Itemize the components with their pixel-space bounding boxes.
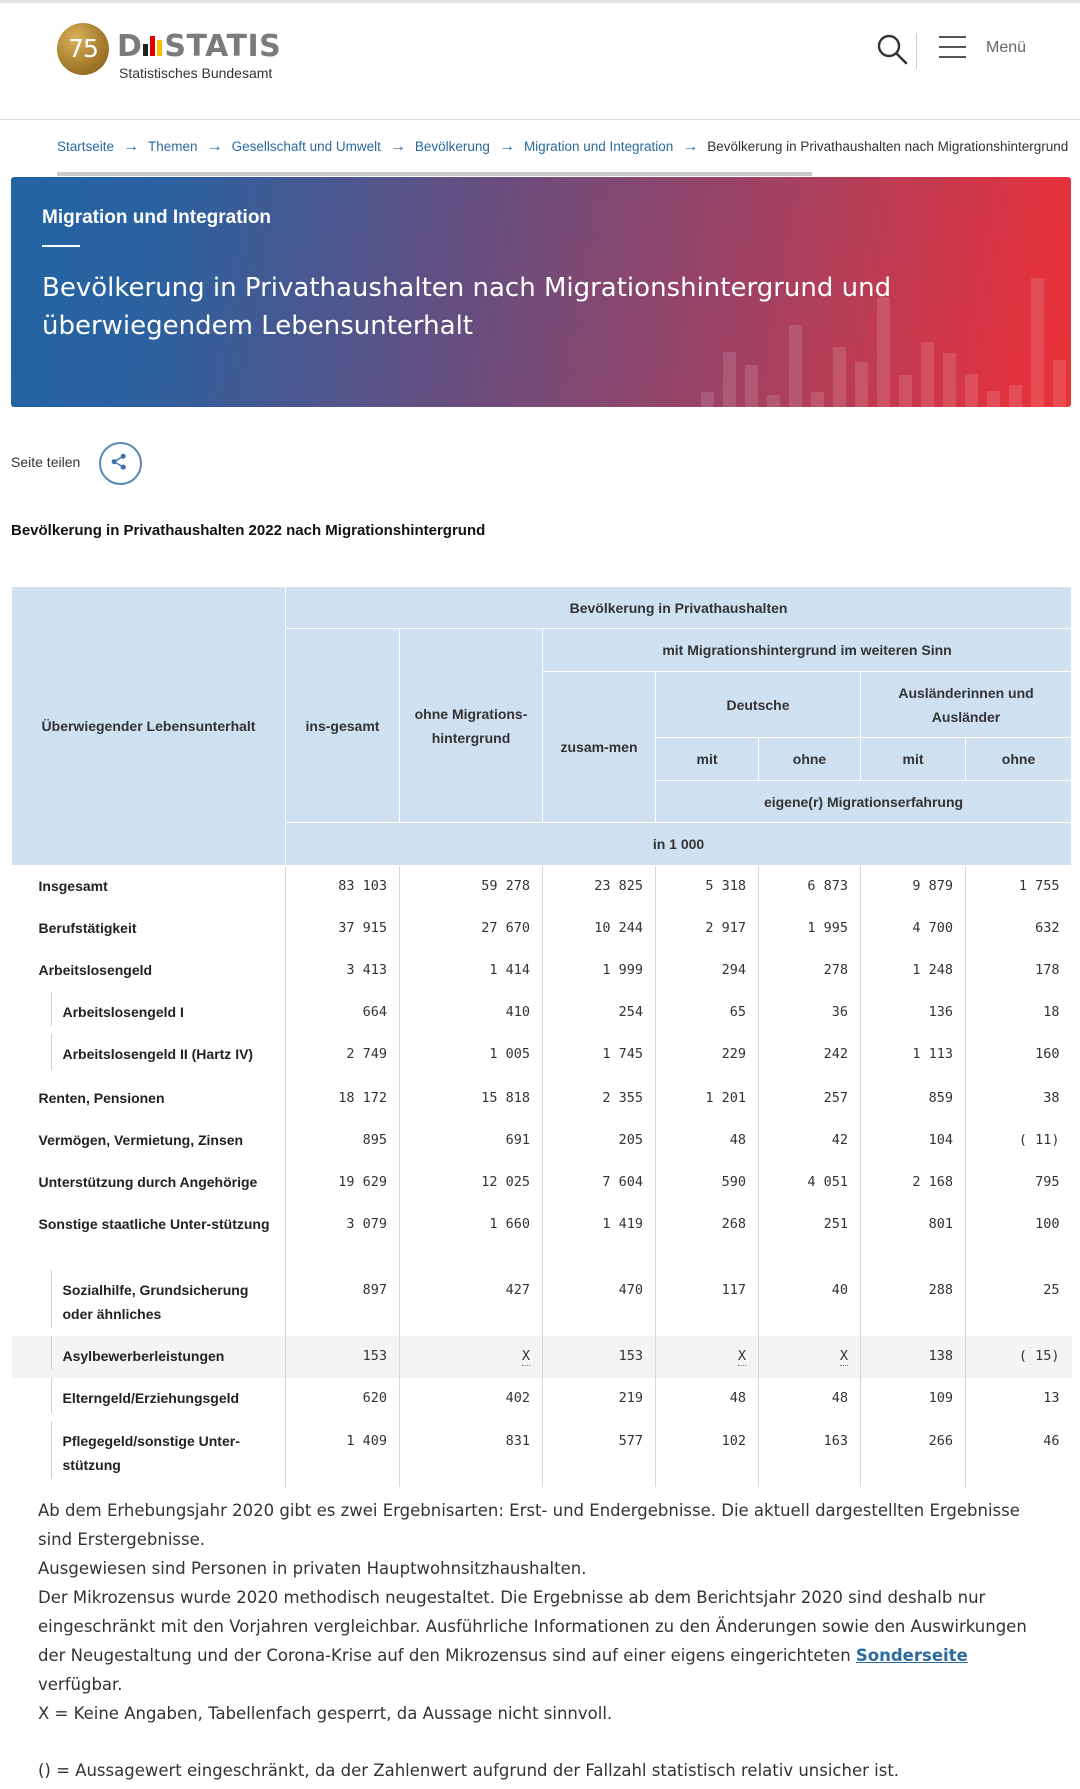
table-cell: 278 <box>759 950 861 992</box>
table-cell: 577 <box>543 1421 656 1487</box>
table-cell: 48 <box>656 1120 759 1162</box>
table-cell: 25 <box>1043 1281 1060 1298</box>
table-cell: 3 413 <box>286 950 400 992</box>
arrow-right-icon: → <box>123 138 140 155</box>
table-cell: 40 <box>759 1270 861 1336</box>
table-cell: 109 <box>861 1378 966 1421</box>
header-migrationserfahrung: eigene(r) Migrationserfahrung <box>656 781 1072 823</box>
table-cell: 4 700 <box>861 908 966 950</box>
table-cell: 12 025 <box>400 1162 543 1204</box>
footnote-ergebnisarten: Ab dem Erhebungsjahr 2020 gibt es zwei Ergebnisarten: Erst- und Endergebnisse. Die aktuell dargestellten Ergebnisse sind Erstergebnisse. <box>38 1501 1020 1549</box>
table-cell: 42 <box>759 1120 861 1162</box>
share-label: Seite teilen <box>11 454 81 470</box>
table-cell: 801 <box>861 1204 966 1270</box>
table-cell: 242 <box>759 1034 861 1078</box>
table-cell: 1 419 <box>543 1204 656 1270</box>
table-cell: 897 <box>286 1270 400 1336</box>
table-cell: 895 <box>286 1120 400 1162</box>
header-unit: in 1 000 <box>286 823 1072 866</box>
table-cell: 1 409 <box>286 1421 400 1487</box>
row-label: Renten, Pensionen <box>12 1078 286 1120</box>
table-cell: 48 <box>656 1378 759 1421</box>
table-cell: 104 <box>861 1120 966 1162</box>
arrow-right-icon: → <box>682 138 699 155</box>
row-label: Arbeitslosengeld II (Hartz IV) <box>12 1034 286 1078</box>
table-cell: 23 825 <box>543 866 656 908</box>
table-cell: 65 <box>656 992 759 1034</box>
logo-subtitle: Statistisches Bundesamt <box>119 65 273 81</box>
share-button[interactable] <box>99 442 142 485</box>
anniversary-badge: 75 <box>57 23 109 75</box>
header-group: Bevölkerung in Privathaushalten <box>286 587 1072 629</box>
table-footnotes <box>38 1496 1048 1785</box>
table-cell: 664 <box>286 992 400 1034</box>
table-cell: 59 278 <box>400 866 543 908</box>
header-auslaender: Ausländerinnen und Ausländer <box>861 672 1072 738</box>
table-cell: 7 604 <box>543 1162 656 1204</box>
hero-kicker: Migration und Integration <box>42 207 272 228</box>
table-cell: 632 <box>1035 919 1060 936</box>
arrow-right-icon: → <box>206 138 223 155</box>
table-row <box>12 1034 1072 1078</box>
footnote-parentheses-legend: () = Aussagewert eingeschränkt, da der Zahlenwert aufgrund der Fallzahl statistisch relativ unsicher ist. <box>38 1761 900 1780</box>
arrow-right-icon: → <box>389 138 406 155</box>
table-cell: 402 <box>400 1378 543 1421</box>
row-label: Elterngeld/Erziehungsgeld <box>12 1378 286 1421</box>
data-table <box>11 586 1072 1487</box>
row-label: Sozialhilfe, Grundsicherung oder ähnliches <box>12 1270 286 1336</box>
breadcrumb-link-startseite[interactable]: Startseite <box>57 139 115 154</box>
table-cell: 470 <box>543 1270 656 1336</box>
breadcrumb-link-themen[interactable]: Themen <box>148 139 198 154</box>
hamburger-menu-icon[interactable] <box>939 36 966 58</box>
row-label: Arbeitslosengeld I <box>12 992 286 1034</box>
table-cell: 9 879 <box>861 866 966 908</box>
table-cell: 19 629 <box>286 1162 400 1204</box>
table-cell: 288 <box>861 1270 966 1336</box>
table-cell: 83 103 <box>286 866 400 908</box>
table-cell: 13 <box>1043 1389 1060 1406</box>
table-cell: 1 248 <box>861 950 966 992</box>
table-row <box>12 908 1072 950</box>
table-cell: 205 <box>543 1120 656 1162</box>
data-table-container <box>11 586 1071 1487</box>
table-cell: 136 <box>861 992 966 1034</box>
breadcrumb-link-bevoelkerung[interactable]: Bevölkerung <box>414 139 490 154</box>
row-label: Berufstätigkeit <box>12 908 286 950</box>
header-mit-migration: mit Migrationshintergrund im weiteren Sinn <box>543 629 1072 672</box>
arrow-right-icon: → <box>498 138 515 155</box>
table-cell: X <box>400 1336 543 1378</box>
row-label: Vermögen, Vermietung, Zinsen <box>12 1120 286 1162</box>
breadcrumb-link-migration[interactable]: Migration und Integration <box>523 139 674 154</box>
table-cell: 427 <box>400 1270 543 1336</box>
table-cell: 1 745 <box>543 1034 656 1078</box>
table-cell: 15 818 <box>400 1078 543 1120</box>
table-cell: 2 168 <box>861 1162 966 1204</box>
table-cell: 27 670 <box>400 908 543 950</box>
breadcrumb-link-gesellschaft[interactable]: Gesellschaft und Umwelt <box>231 139 381 154</box>
table-row <box>12 1378 1072 1421</box>
table-cell: 229 <box>656 1034 759 1078</box>
table-cell: X <box>759 1336 861 1378</box>
table-cell: ( 15) <box>966 1336 1072 1378</box>
table-cell: 163 <box>759 1421 861 1487</box>
table-row <box>12 950 1072 992</box>
table-cell: 266 <box>861 1421 966 1487</box>
search-icon[interactable] <box>876 33 908 65</box>
table-cell: 38 <box>1043 1089 1060 1106</box>
hero-banner <box>11 177 1071 407</box>
table-cell: 160 <box>1035 1045 1060 1062</box>
row-label: Unterstützung durch Angehörige <box>12 1162 286 1204</box>
table-body <box>12 866 1072 1487</box>
row-label: Pflegegeld/sonstige Unter-stützung <box>12 1421 286 1487</box>
table-cell: 48 <box>759 1378 861 1421</box>
table-header <box>12 587 1072 866</box>
header-deutsche: Deutsche <box>656 672 861 738</box>
row-label: Insgesamt <box>12 866 286 908</box>
sonderseite-link[interactable]: Sonderseite <box>855 1646 968 1665</box>
table-cell: 2 917 <box>656 908 759 950</box>
share-icon <box>101 444 140 483</box>
table-cell: 18 <box>1043 1003 1060 1020</box>
breadcrumb-current: Bevölkerung in Privathaushalten nach Migrationshintergrund <box>707 139 1069 154</box>
table-cell: X <box>656 1336 759 1378</box>
table-cell: 257 <box>759 1078 861 1120</box>
table-cell: 36 <box>759 992 861 1034</box>
table-row <box>12 1204 1072 1270</box>
header-divider <box>916 33 917 69</box>
table-cell: 1 660 <box>400 1204 543 1270</box>
table-cell: 153 <box>286 1336 400 1378</box>
table-cell: 1 999 <box>543 950 656 992</box>
table-cell: 1 995 <box>759 908 861 950</box>
table-cell: 178 <box>1035 961 1060 978</box>
row-label: Asylbewerberleistungen <box>12 1336 286 1378</box>
table-title: Bevölkerung in Privathaushalten 2022 nach Migrationshintergrund <box>11 522 486 539</box>
table-cell: 1 113 <box>861 1034 966 1078</box>
table-row <box>12 992 1072 1034</box>
breadcrumb-scrollbar[interactable] <box>57 172 812 176</box>
table-cell: 219 <box>543 1378 656 1421</box>
table-cell: 2 749 <box>286 1034 400 1078</box>
header-auslaender-ohne: ohne <box>966 738 1072 781</box>
table-cell: 117 <box>656 1270 759 1336</box>
page-title: Bevölkerung in Privathaushalten nach Migrationshintergrund und überwiegendem Lebensunterhalt <box>42 273 892 341</box>
site-header <box>0 3 1080 120</box>
table-row <box>12 866 1072 908</box>
destatis-logo[interactable] <box>57 23 297 83</box>
table-cell: 138 <box>861 1336 966 1378</box>
header-auslaender-mit: mit <box>861 738 966 781</box>
table-cell: 5 318 <box>656 866 759 908</box>
footnote-x-legend: X = Keine Angaben, Tabellenfach gesperrt, da Aussage nicht sinnvoll. <box>38 1704 613 1723</box>
footnote-hauptwohnsitz: Ausgewiesen sind Personen in privaten Hauptwohnsitzhaushalten. <box>38 1559 587 1578</box>
header-deutsche-ohne: ohne <box>759 738 861 781</box>
header-row-label: Überwiegender Lebensunterhalt <box>12 587 286 866</box>
table-row <box>12 1421 1072 1487</box>
menu-label[interactable]: Menü <box>986 39 1027 56</box>
table-row <box>12 1120 1072 1162</box>
table-cell: 2 355 <box>543 1078 656 1120</box>
table-row <box>12 1336 1072 1378</box>
table-cell: 6 873 <box>759 866 861 908</box>
table-row <box>12 1270 1072 1336</box>
table-cell: 795 <box>1035 1173 1060 1190</box>
table-cell: 251 <box>759 1204 861 1270</box>
table-cell: 102 <box>656 1421 759 1487</box>
table-row <box>12 1162 1072 1204</box>
header-ohne-migration: ohne Migrations-hintergrund <box>400 629 543 823</box>
hero-rule <box>42 245 80 247</box>
table-cell: 1 201 <box>656 1078 759 1120</box>
logo-wordmark: D STATIS <box>117 29 282 64</box>
table-cell: 4 051 <box>759 1162 861 1204</box>
table-row <box>12 1078 1072 1120</box>
table-cell: 294 <box>656 950 759 992</box>
table-cell: 100 <box>1035 1215 1060 1232</box>
flag-mark-icon <box>143 36 163 56</box>
table-cell: 3 079 <box>286 1204 400 1270</box>
header-insgesamt: ins-gesamt <box>286 629 400 823</box>
breadcrumb <box>57 138 1069 160</box>
table-cell: 1 755 <box>1018 878 1060 894</box>
header-zusammen: zusam-men <box>543 672 656 823</box>
table-cell: 268 <box>656 1204 759 1270</box>
table-cell: 18 172 <box>286 1078 400 1120</box>
table-cell: 254 <box>543 992 656 1034</box>
table-cell: 153 <box>543 1336 656 1378</box>
table-cell: 1 414 <box>400 950 543 992</box>
table-cell: 859 <box>861 1078 966 1120</box>
table-cell: 10 244 <box>543 908 656 950</box>
table-cell: 46 <box>1043 1432 1060 1449</box>
footnote-mikrozensus: Der Mikrozensus wurde 2020 methodisch neugestaltet. Die Ergebnisse ab dem Berichtsjahr 2020 sind deshalb nur eingeschränkt mit den Vorjahren vergleichbar. Ausführliche Informationen zu den Änderungen sowie den Auswirkungen der Neugestaltung und der Corona-Krise auf den Mikrozensus sind auf einer eigens eingerichteten Sonderseite verfügbar. <box>38 1588 1027 1694</box>
row-label: Arbeitslosengeld <box>12 950 286 992</box>
table-cell: 620 <box>286 1378 400 1421</box>
table-cell: ( 11) <box>1018 1131 1060 1148</box>
table-cell: 410 <box>400 992 543 1034</box>
header-deutsche-mit: mit <box>656 738 759 781</box>
table-cell: 590 <box>656 1162 759 1204</box>
row-label: Sonstige staatliche Unter-stützung <box>12 1204 286 1270</box>
table-cell: 831 <box>400 1421 543 1487</box>
table-cell: 1 005 <box>400 1034 543 1078</box>
table-cell: 691 <box>400 1120 543 1162</box>
table-cell: 37 915 <box>286 908 400 950</box>
